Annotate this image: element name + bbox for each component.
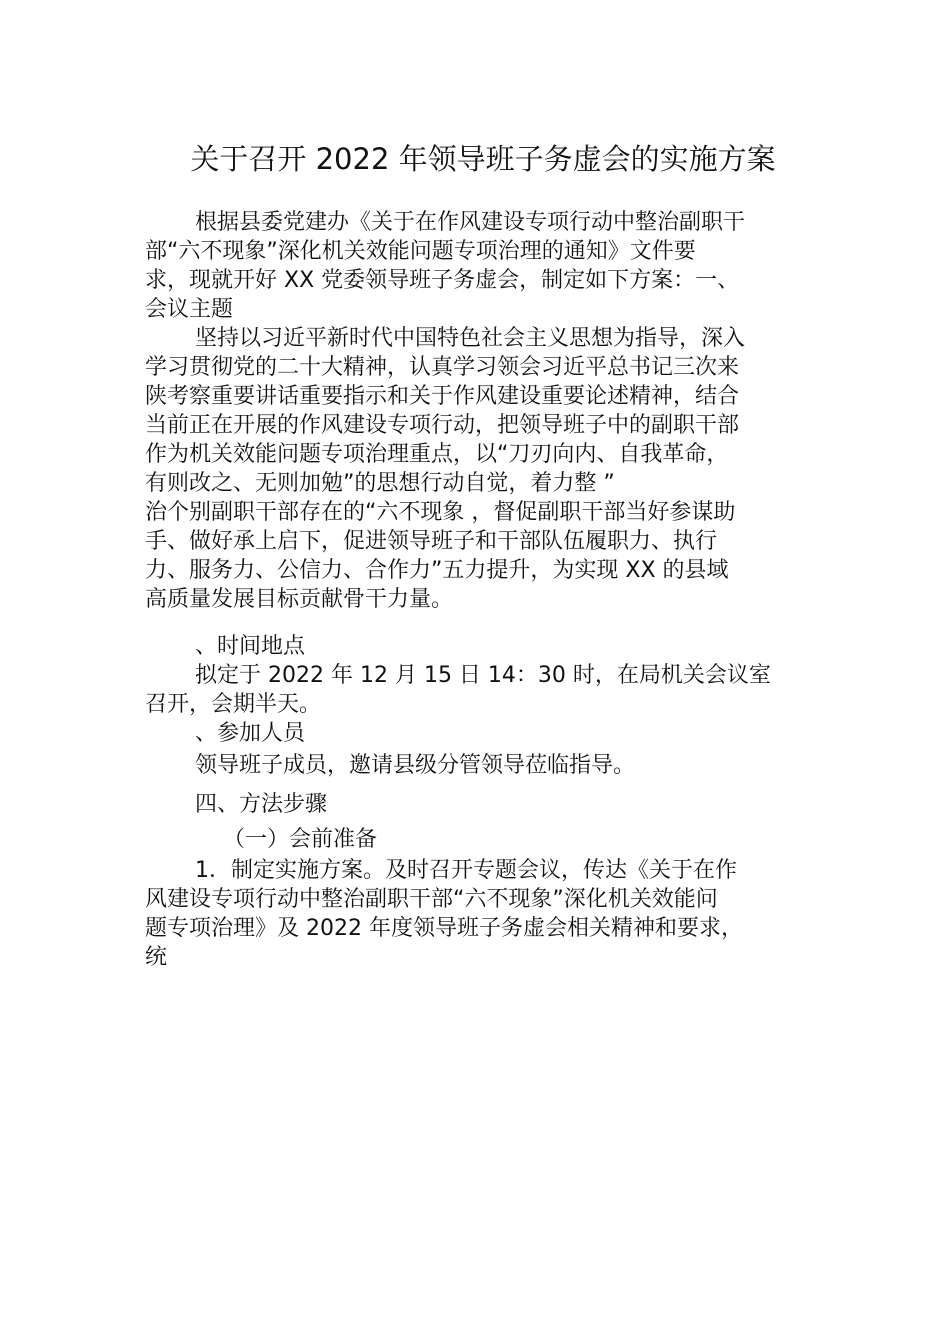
text-line: 统 [145, 945, 168, 970]
section-heading-attendees: 、参加人员 [195, 721, 306, 746]
text-line: 根据县委党建办《关于在作风建设专项行动中整治副职干 [195, 210, 746, 235]
text-line: 陕考察重要讲话重要指示和关于作风建设重要论述精神，结合 [145, 384, 740, 409]
text-line: 召开，会期半天。 [145, 692, 322, 717]
text-line: 部“六不现象”深化机关效能问题专项治理的通知》文件要 [145, 239, 696, 264]
text-line: 题专项治理》及 2022 年度领导班子务虚会相关精神和要求， [145, 916, 743, 941]
step1-paragraph [145, 856, 809, 972]
section-heading-methods: 四、方法步骤 [195, 792, 328, 817]
text-line: 拟定于 2022 年 12 月 15 日 14：30 时，在局机关会议室 [195, 663, 771, 688]
text-line: 当前正在开展的作风建设专项行动，把领导班子中的副职干部 [145, 413, 740, 438]
text-line: 作为机关效能问题专项治理重点，以“刀刃向内、自我革命， [145, 442, 729, 467]
document-body [145, 208, 809, 972]
text-line: 会议主题 [145, 297, 234, 322]
text-line: 风建设专项行动中整治副职干部“六不现象”深化机关效能问 [145, 887, 718, 912]
text-line: 力、服务力、公信力、合作力”五力提升，为实现 XX 的县域 [145, 558, 729, 583]
section-heading-time-place: 、时间地点 [195, 634, 306, 659]
intro-paragraph [145, 208, 809, 324]
subsection-heading-preparation: （一）会前准备 [223, 827, 378, 852]
text-line: 手、做好承上启下，促进领导班子和干部队伍履职力、执行 [145, 529, 718, 554]
text-line: 有则改之、无则加勉”的思想行动自觉，着力整 ” [145, 471, 615, 496]
attendees-paragraph: 领导班子成员，邀请县级分管领导莅临指导。 [195, 753, 636, 778]
text-line: 治个别副职干部存在的“六不现象 ，督促副职干部当好参谋助 [145, 500, 736, 525]
text-line: 求，现就开好 XX 党委领导班子务虚会，制定如下方案：一、 [145, 268, 740, 293]
time-place-paragraph [145, 661, 809, 719]
text-line: 坚持以习近平新时代中国特色社会主义思想为指导，深入 [195, 326, 746, 351]
text-line: 学习贯彻党的二十大精神，认真学习领会习近平总书记三次来 [145, 355, 740, 380]
document-title: 关于召开 2022 年领导班子务虚会的实施方案 [190, 142, 776, 176]
theme-paragraph [145, 324, 809, 614]
text-line: 高质量发展目标贡献骨干力量。 [145, 587, 454, 612]
text-line: 1．制定实施方案。及时召开专题会议，传达《关于在作 [195, 858, 737, 883]
